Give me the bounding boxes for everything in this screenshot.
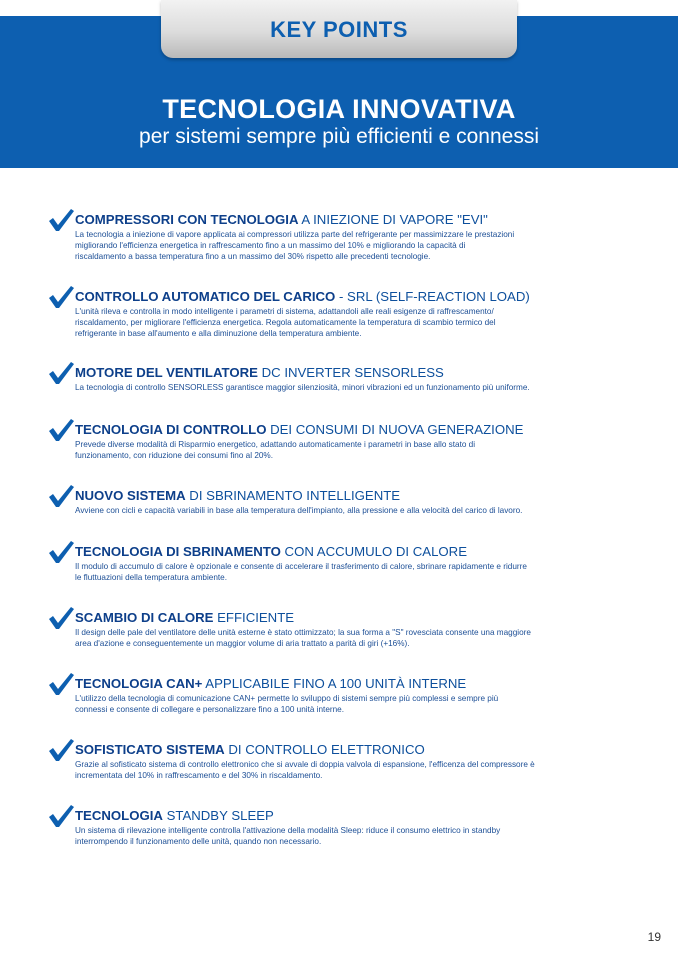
checkmark-icon [48,418,74,442]
key-point-item [48,365,530,393]
key-point-title-rest: DI SBRINAMENTO INTELLIGENTE [185,488,401,503]
key-point-item [48,676,498,715]
key-point-description-line: connessi e consente di collegare e personalizzare fino a 100 unità interne. [75,705,344,714]
key-point-title-rest: EFFICIENTE [213,610,295,625]
key-point-title [75,365,530,381]
key-point-description-line: area d'azione e conseguentemente un maggior volume di aria trattato a parità di giri (+16%). [75,639,410,648]
key-point-description-line: Grazie al sofisticato sistema di controllo elettronico che si avvale di doppia valvola di espansione, l'efficenza del compressore è [75,760,535,769]
key-point-item [48,289,530,339]
checkmark-icon [48,672,74,696]
key-point-title-bold: TECNOLOGIA CAN+ [75,676,203,691]
key-point-title-rest: STANDBY SLEEP [162,808,274,823]
key-points-label: KEY POINTS [270,17,408,42]
key-point-description-line: Il modulo di accumulo di calore è opzionale e consente di accelerare il trasferimento di calore, sbrinare rapidamente e ridurre [75,562,527,571]
key-point-title [75,544,527,560]
key-point-item [48,422,523,461]
key-point-description-line: L'unità rileva e controlla in modo intelligente i parametri di sistema, adattandoli alle reali esigenze di raffrescamento/ [75,307,494,316]
key-point-title-bold: COMPRESSORI CON TECNOLOGIA [75,212,299,227]
key-point-description-line: interrompendo il funzionamento delle unità, quando non necessario. [75,837,322,846]
key-point-title-bold: SCAMBIO DI CALORE [75,610,214,625]
key-point-item [48,544,527,583]
key-point-title-bold: MOTORE DEL VENTILATORE [75,365,258,380]
checkmark-icon [48,540,74,564]
checkmark-icon [48,804,74,828]
key-point-description-line: le fluttuazioni della temperatura ambiente. [75,573,228,582]
key-point-title [75,488,522,504]
key-point-title-rest: APPLICABILE FINO A 100 UNITÀ INTERNE [202,676,467,691]
checkmark-icon [48,285,74,309]
key-point-title [75,610,531,626]
key-point-description-line: Prevede diverse modalità di Risparmio energetico, adattando automaticamente i parametri in base allo stato di [75,440,476,449]
key-point-title-rest: CON ACCUMULO DI CALORE [280,544,467,559]
key-point-description-line: migliorando l'efficienza energetica in raffrescamento fino a un massimo del 10% e migliorando la capacità di [75,241,466,250]
key-point-title-bold: TECNOLOGIA [75,808,163,823]
key-point-description-line: La tecnologia a iniezione di vapore applicata ai compressori utilizza parte del refrigerante per massimizzare le prestazioni [75,230,515,239]
key-point-description-line: funzionamento, con riduzione dei consumi fino al 20%. [75,451,273,460]
key-point-title [75,422,523,438]
key-point-title [75,289,530,305]
key-point-description-line: refrigerante in base all'aumento e alla diminuzione della temperatura ambiente. [75,329,362,338]
page-title: TECNOLOGIA INNOVATIVA [162,94,516,124]
key-point-description-line: Il design delle pale del ventilatore delle unità esterne è stato ottimizzato; la sua forma a "S" rovesciata consente una maggiore [75,628,531,637]
key-point-title-rest: A INIEZIONE DI VAPORE "EVI" [298,212,488,227]
key-point-title-bold: TECNOLOGIA DI CONTROLLO [75,422,267,437]
key-point-title-rest: DC INVERTER SENSORLESS [257,365,444,380]
page-subtitle: per sistemi sempre più efficienti e connessi [139,125,539,148]
key-point-description-line: Un sistema di rilevazione intelligente controlla l'attivazione della modalità Sleep: riduce il consumo elettrico in standby [75,826,501,835]
key-point-title-bold: NUOVO SISTEMA [75,488,186,503]
checkmark-icon [48,208,74,232]
key-point-item [48,488,522,516]
key-point-title-rest: DEI CONSUMI DI NUOVA GENERAZIONE [266,422,524,437]
key-point-title-rest: - SRL (SELF-REACTION LOAD) [335,289,530,304]
key-point-title [75,676,498,692]
key-point-description-line: Avviene con cicli e capacità variabili in base alla temperatura dell'impianto, alla pressione e alla velocità del carico di lavoro. [75,506,523,515]
key-points-tab [161,0,517,58]
key-point-description-line: riscaldamento a bassa temperatura fino a un massimo del 30% rispetto alle precedenti tecnologie. [75,252,431,261]
key-point-description-line: riscaldamento, per migliorare l'efficienza energetica. Regola automaticamente la temperatura di scambio termico del [75,318,496,327]
key-point-description-line: incrementata del 10% in raffrescamento e del 30% in riscaldamento. [75,771,323,780]
key-point-title-rest: DI CONTROLLO ELETTRONICO [224,742,425,757]
key-point-title [75,212,514,228]
key-point-description-line: L'utilizzo della tecnologia di comunicazione CAN+ permette lo sviluppo di sistemi sempre più complessi e sempre più [75,694,499,703]
key-point-item [48,808,500,847]
page-number: 19 [647,930,661,944]
checkmark-icon [48,484,74,508]
key-point-title [75,742,535,758]
key-point-item [48,742,535,781]
key-point-title-bold: SOFISTICATO SISTEMA [75,742,225,757]
key-point-title-bold: CONTROLLO AUTOMATICO DEL CARICO [75,289,336,304]
checkmark-icon [48,606,74,630]
key-point-title-bold: TECNOLOGIA DI SBRINAMENTO [75,544,281,559]
checkmark-icon [48,738,74,762]
key-point-item [48,610,531,649]
key-point-item [48,212,514,262]
key-point-description-line: La tecnologia di controllo SENSORLESS garantisce maggior silenziosità, minori vibrazioni ed un funzionamento più uniforme. [75,383,530,392]
checkmark-icon [48,361,74,385]
key-point-title [75,808,500,824]
